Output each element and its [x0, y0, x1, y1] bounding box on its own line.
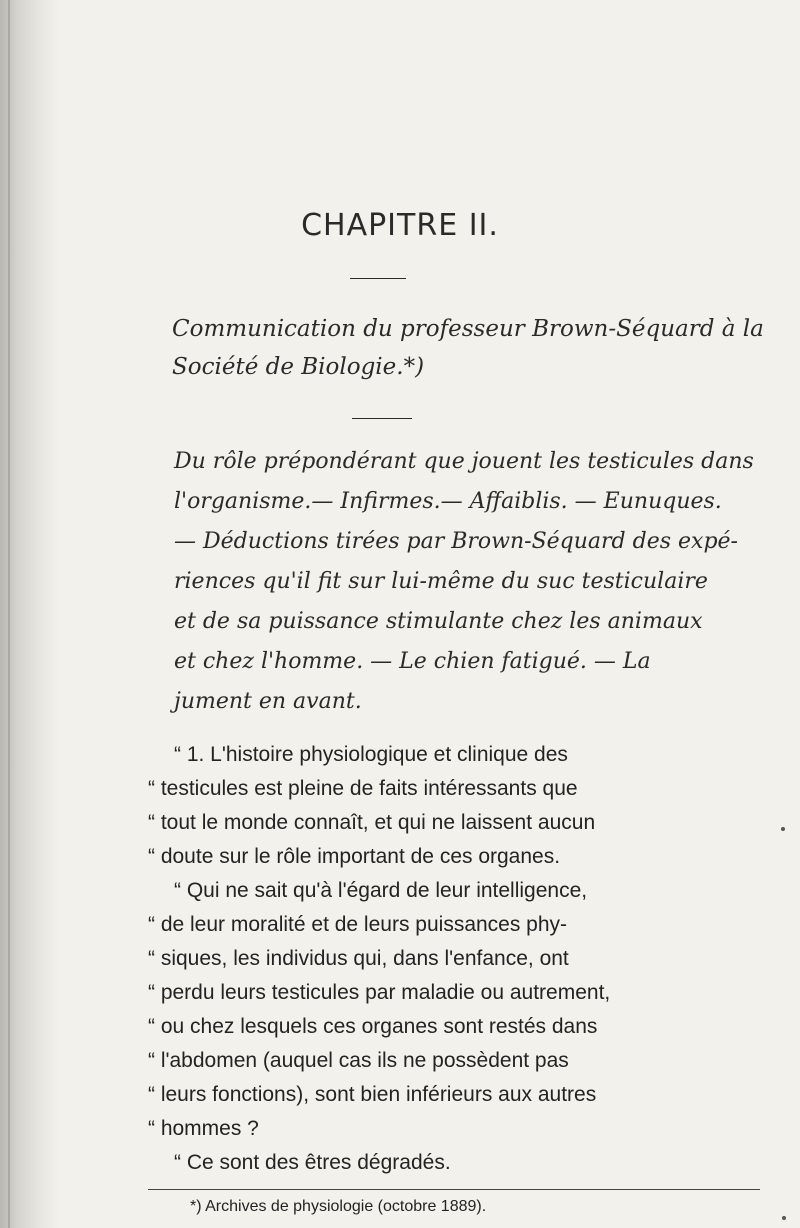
summary-line: et chez l'homme. — Le chien fatigué. — La	[174, 649, 651, 674]
summary-line: riences qu'il fit sur lui-même du suc testiculaire	[174, 569, 708, 594]
footnote: *) Archives de physiologie (octobre 1889).	[190, 1198, 487, 1215]
margin-mark	[782, 1216, 786, 1220]
body-line: “ de leur moralité et de leurs puissances phy-	[148, 913, 568, 936]
separator-rule-top	[350, 278, 406, 279]
body-line: “ Qui ne sait qu'à l'égard de leur intelligence,	[174, 879, 588, 902]
body-line: “ ou chez lesquels ces organes sont restés dans	[148, 1015, 598, 1038]
margin-mark	[781, 827, 785, 831]
body-line: “ perdu leurs testicules par maladie ou autrement,	[148, 981, 611, 1004]
body-line: “ siques, les individus qui, dans l'enfance, ont	[148, 947, 569, 970]
summary-line: jument en avant.	[174, 689, 362, 714]
chapter-subtitle	[172, 310, 764, 386]
body-line: “ hommes ?	[148, 1117, 259, 1140]
body-line: “ Ce sont des êtres dégradés.	[174, 1151, 451, 1174]
body-line: “ tout le monde connaît, et qui ne laissent aucun	[148, 811, 596, 834]
subtitle-line: Communication du professeur Brown-Séquard à la	[172, 316, 764, 342]
separator-rule-bottom	[352, 418, 412, 419]
body-line: “ leurs fonctions), sont bien inférieurs aux autres	[148, 1083, 597, 1106]
footnote-rule	[148, 1189, 760, 1190]
subtitle-line: Société de Biologie.*)	[172, 354, 425, 380]
summary-line: l'organisme.— Infirmes.— Affaiblis. — Eunuques.	[174, 489, 722, 514]
body-text	[148, 738, 760, 1180]
body-line: “ l'abdomen (auquel cas ils ne possèdent pas	[148, 1049, 569, 1072]
chapter-summary	[174, 442, 752, 722]
summary-line: et de sa puissance stimulante chez les animaux	[174, 609, 703, 634]
page-edge	[8, 0, 10, 1228]
body-line: “ 1. L'histoire physiologique et clinique des	[174, 743, 568, 766]
body-line: “ doute sur le rôle important de ces organes.	[148, 845, 561, 868]
body-line: “ testicules est pleine de faits intéressants que	[148, 777, 578, 800]
summary-line: — Déductions tirées par Brown-Séquard des expé-	[174, 529, 738, 554]
summary-line: Du rôle prépondérant que jouent les testicules dans	[174, 449, 754, 474]
chapter-title: CHAPITRE II.	[301, 208, 499, 243]
